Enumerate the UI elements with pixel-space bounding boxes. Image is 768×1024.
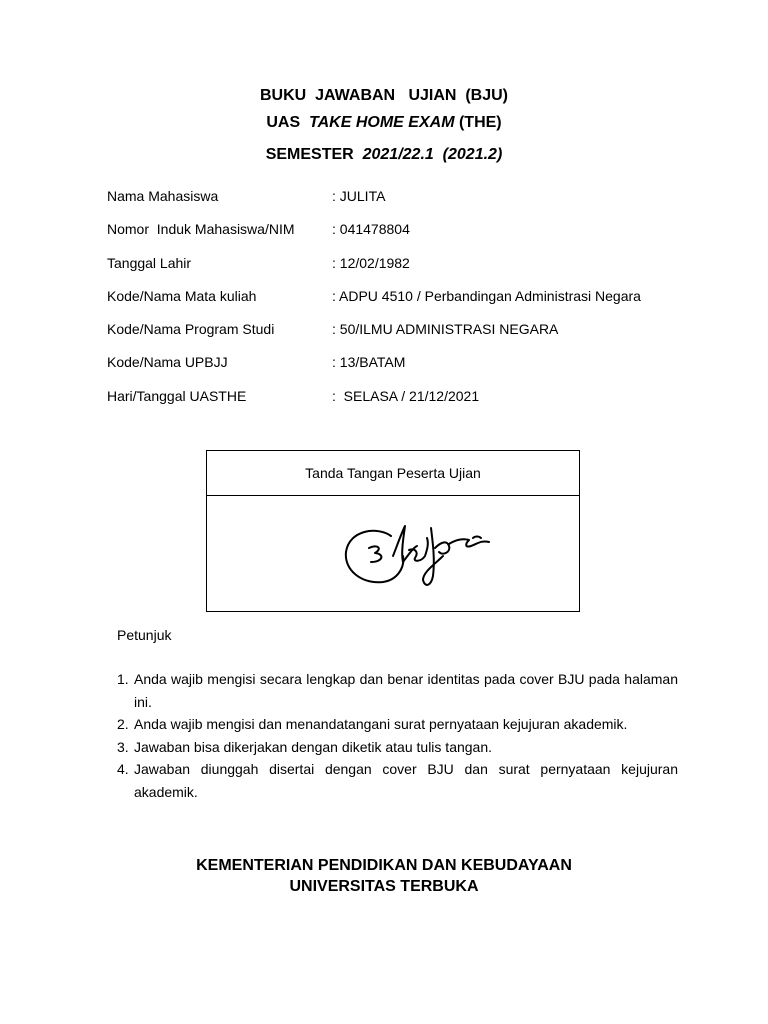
semester-prefix: SEMESTER	[265, 146, 363, 163]
identity-row-nim	[107, 220, 707, 253]
instruction-number: 3.	[117, 738, 129, 755]
instruction-text: Anda wajib mengisi dan menandatangani surat pernyataan kejujuran akademik.	[134, 716, 628, 732]
instruction-number: 1.	[117, 671, 129, 687]
exam-type-title	[0, 114, 768, 132]
document-title: BUKU JAWABAN UJIAN (BJU)	[259, 87, 508, 104]
exam-type-prefix: UAS	[266, 114, 310, 131]
identity-value: : 13/BATAM	[332, 354, 406, 371]
identity-row-name	[107, 187, 707, 220]
identity-row-upbjj	[107, 353, 707, 386]
identity-table	[107, 187, 707, 420]
instruction-text: Jawaban bisa dikerjakan dengan diketik atau tulis tangan.	[134, 738, 493, 755]
signature-heading: Tanda Tangan Peserta Ujian	[207, 451, 579, 496]
identity-label: Nama Mahasiswa	[107, 188, 219, 204]
instruction-item	[117, 736, 678, 759]
instruction-item	[117, 668, 678, 713]
identity-value: : ADPU 4510 / Perbandingan Administrasi Negara	[332, 287, 641, 304]
identity-label: Hari/Tanggal UASTHE	[107, 387, 247, 404]
instruction-text: Jawaban diunggah disertai dengan cover BJU dan surat pernyataan kejujuran akademik.	[134, 761, 678, 800]
instructions-title: Petunjuk	[117, 627, 172, 643]
semester-title	[0, 146, 768, 164]
instruction-text: Anda wajib mengisi secara lengkap dan benar identitas pada cover BJU pada halaman ini.	[134, 671, 678, 710]
identity-label: Kode/Nama UPBJJ	[107, 354, 228, 371]
signature-box	[206, 450, 580, 612]
instruction-number: 4.	[117, 761, 129, 777]
semester-value: 2021/22.1 (2021.2)	[362, 146, 503, 163]
ministry-name: KEMENTERIAN PENDIDIKAN DAN KEBUDAYAAN	[196, 857, 572, 874]
instruction-item	[117, 713, 678, 736]
identity-label: Kode/Nama Program Studi	[107, 321, 275, 338]
identity-row-birthdate	[107, 254, 707, 287]
university-name: UNIVERSITAS TERBUKA	[289, 878, 479, 895]
identity-label: Tanggal Lahir	[107, 254, 192, 271]
identity-value: : 50/ILMU ADMINISTRASI NEGARA	[332, 321, 559, 338]
exam-type-italic: TAKE HOME EXAM	[309, 114, 455, 131]
identity-label: Nomor Induk Mahasiswa/NIM	[107, 221, 295, 238]
identity-row-program	[107, 320, 707, 353]
identity-row-exam-date	[107, 387, 707, 420]
instruction-item	[117, 758, 678, 803]
identity-label: Kode/Nama Mata kuliah	[107, 287, 257, 304]
identity-value: : 041478804	[332, 221, 410, 238]
identity-row-course	[107, 287, 707, 320]
instructions-list	[117, 668, 678, 803]
signature-area	[207, 496, 579, 611]
instruction-number: 2.	[117, 716, 129, 732]
identity-value: : JULITA	[332, 188, 386, 204]
identity-value: : SELASA / 21/12/2021	[332, 387, 480, 404]
identity-value: : 12/02/1982	[332, 254, 410, 271]
handwritten-signature	[339, 504, 509, 599]
exam-type-suffix: (THE)	[454, 114, 502, 131]
